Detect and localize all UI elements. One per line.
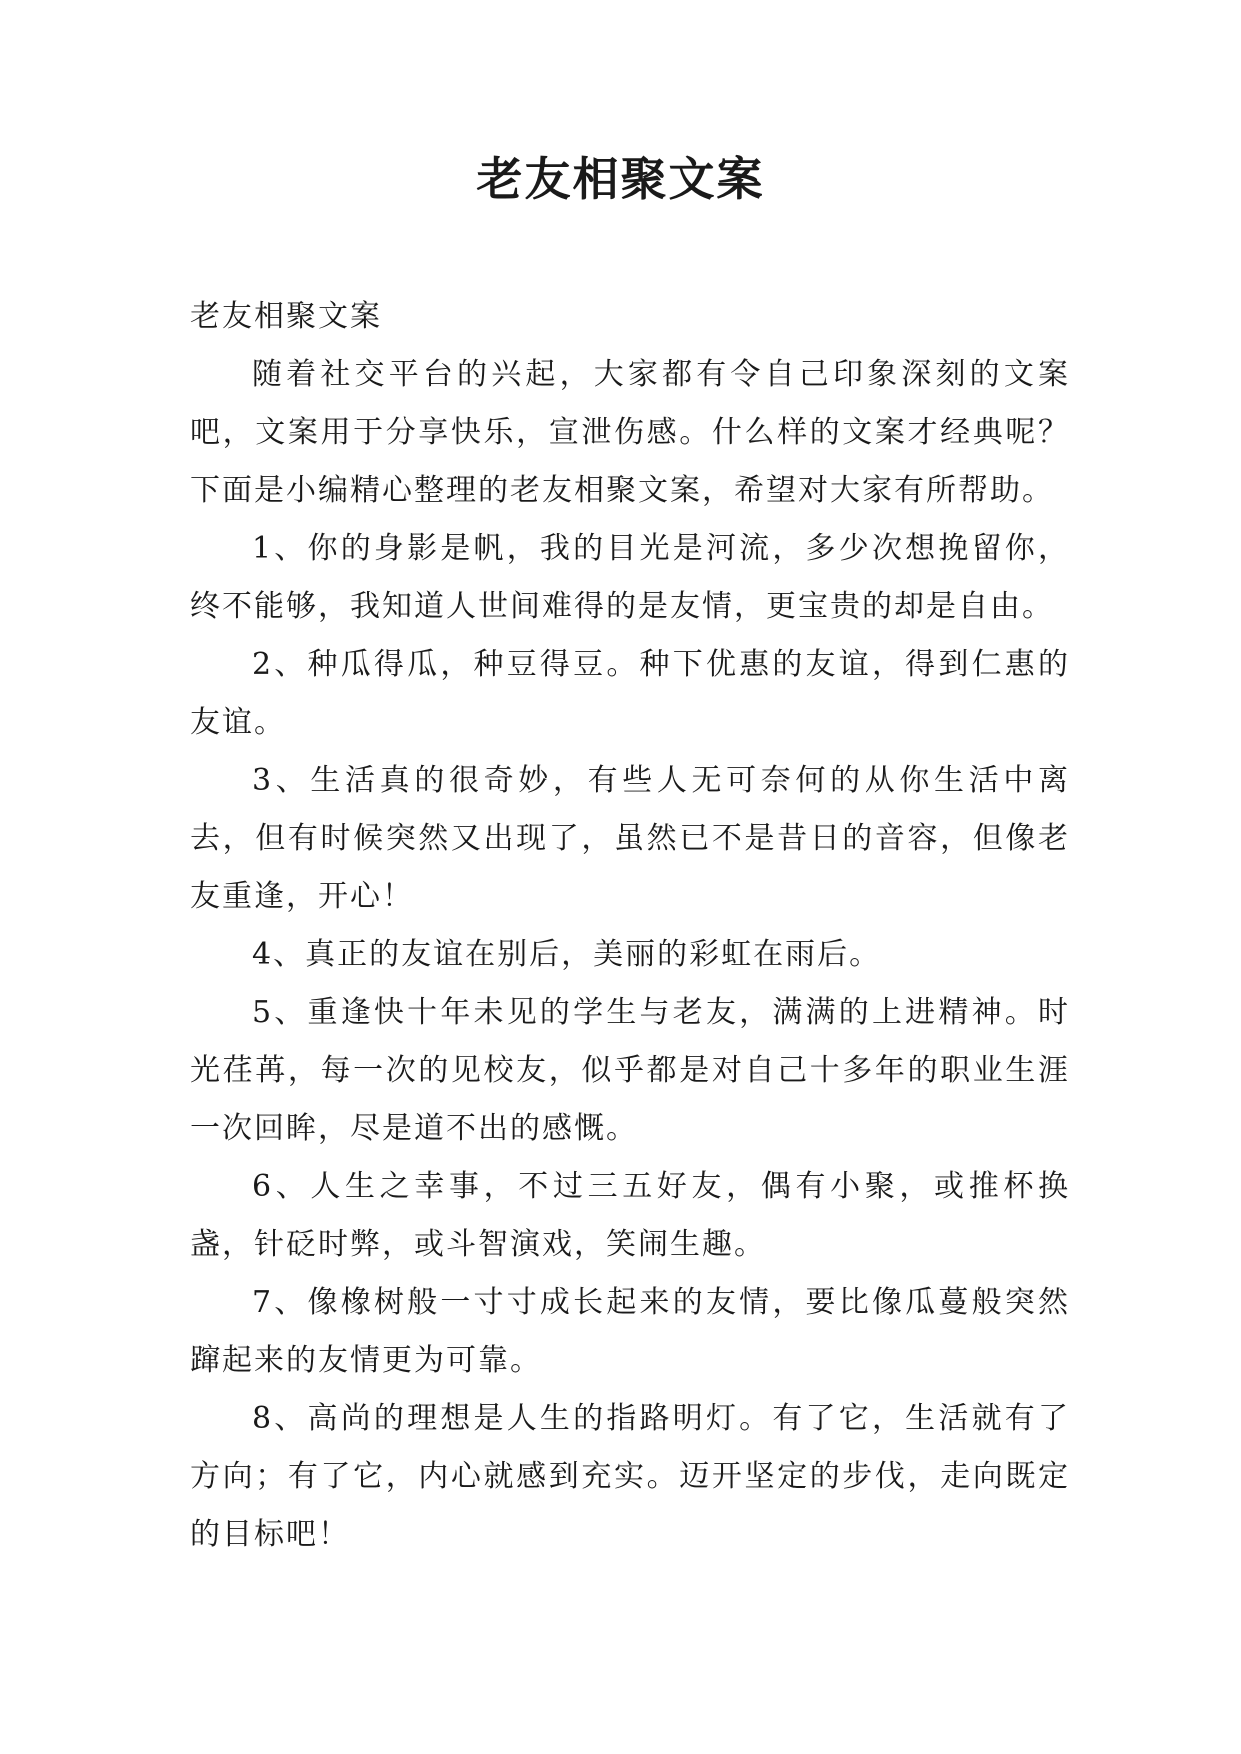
list-item: 6、人生之幸事，不过三五好友，偶有小聚，或推杯换盏，针砭时弊，或斗智演戏，笑闹生趣。 [190,1169,1070,1262]
list-item: 2、种瓜得瓜，种豆得豆。种下优惠的友谊，得到仁惠的友谊。 [190,647,1070,740]
list-item: 5、重逢快十年未见的学生与老友，满满的上进精神。时光荏苒，每一次的见校友，似乎都是对自己十多年的职业生涯一次回眸，尽是道不出的感慨。 [190,995,1070,1146]
document-body [190,288,1070,1564]
intro-paragraph: 随着社交平台的兴起，大家都有令自己印象深刻的文案吧，文案用于分享快乐，宣泄伤感。什么样的文案才经典呢？下面是小编精心整理的老友相聚文案，希望对大家有所帮助。 [190,357,1070,508]
list-item: 1、你的身影是帆，我的目光是河流，多少次想挽留你，终不能够，我知道人世间难得的是友情，更宝贵的却是自由。 [190,531,1070,624]
list-item: 3、生活真的很奇妙，有些人无可奈何的从你生活中离去，但有时候突然又出现了，虽然已不是昔日的音容，但像老友重逢，开心！ [190,763,1070,914]
document-title: 老友相聚文案 [476,152,765,206]
list-item: 8、高尚的理想是人生的指路明灯。有了它，生活就有了方向；有了它，内心就感到充实。迈开坚定的步伐，走向既定的目标吧！ [190,1401,1070,1552]
list-item: 7、像橡树般一寸寸成长起来的友情，要比像瓜蔓般突然蹿起来的友情更为可靠。 [190,1285,1070,1378]
list-item: 4、真正的友谊在别后，美丽的彩虹在雨后。 [252,937,882,972]
document-subtitle: 老友相聚文案 [190,299,382,334]
